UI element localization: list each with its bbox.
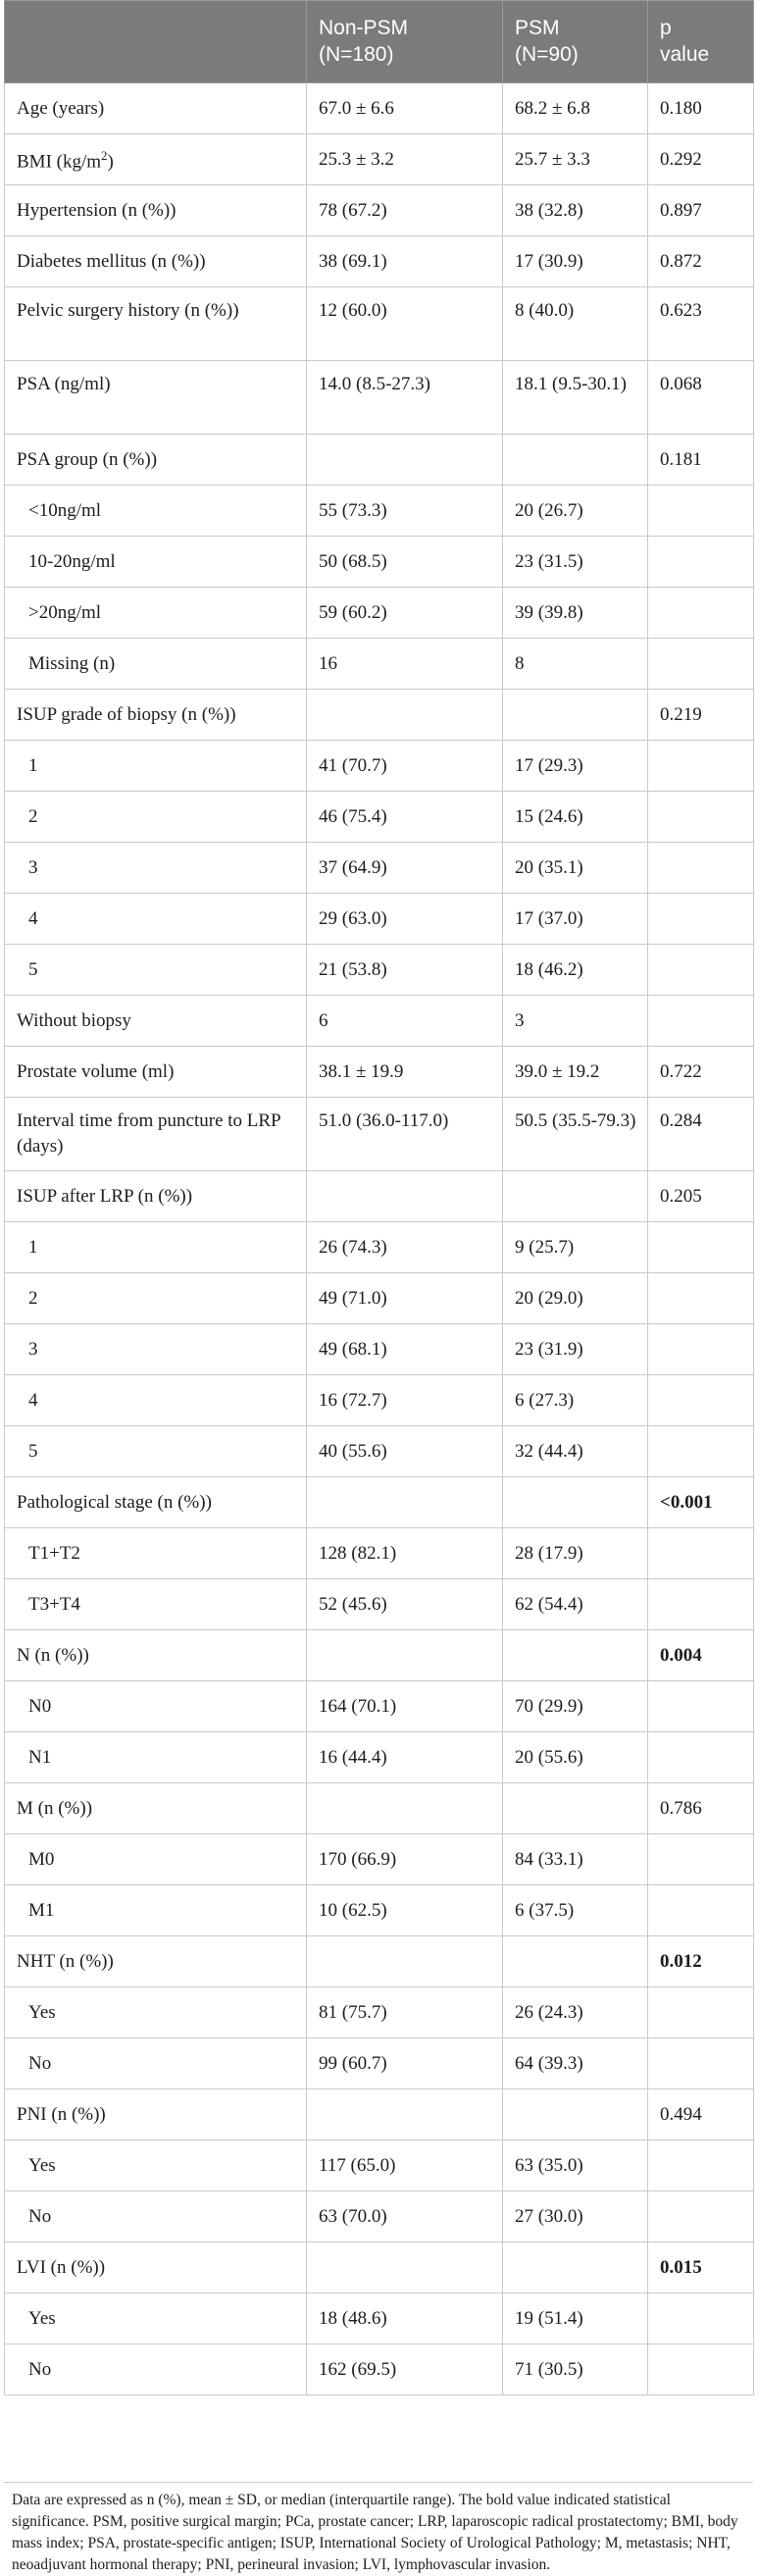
- row-label: [5, 1324, 307, 1375]
- row-label-text: Interval time from puncture to LRP (days): [17, 1110, 280, 1157]
- row-label: [5, 1834, 307, 1885]
- cell-non-psm: 21 (53.8): [307, 945, 503, 996]
- cell-p-value: 0.722: [648, 1047, 754, 1098]
- cell-non-psm: 63 (70.0): [307, 2191, 503, 2242]
- table-row: [5, 2089, 754, 2140]
- table-row: [5, 1579, 754, 1630]
- cell-psm: [503, 1630, 648, 1681]
- table-row: [5, 894, 754, 945]
- cell-psm: 70 (29.9): [503, 1681, 648, 1732]
- cell-psm: 63 (35.0): [503, 2140, 648, 2191]
- cell-non-psm: 12 (60.0): [307, 287, 503, 361]
- cell-non-psm: 25.3 ± 3.2: [307, 134, 503, 185]
- cell-psm: 20 (35.1): [503, 843, 648, 894]
- cell-non-psm: 170 (66.9): [307, 1834, 503, 1885]
- cell-psm: 17 (29.3): [503, 741, 648, 792]
- cell-non-psm: 29 (63.0): [307, 894, 503, 945]
- table-row: [5, 83, 754, 134]
- cell-psm: [503, 1783, 648, 1834]
- header-p-sub: value: [660, 43, 710, 66]
- cell-non-psm: 51.0 (36.0-117.0): [307, 1098, 503, 1171]
- table-row: [5, 690, 754, 741]
- row-label: [5, 537, 307, 588]
- row-label: [5, 1936, 307, 1987]
- cell-psm: 6 (27.3): [503, 1375, 648, 1426]
- cell-non-psm: [307, 2242, 503, 2293]
- row-label: [5, 1732, 307, 1783]
- row-label-text: No: [28, 2205, 52, 2227]
- row-label-text: Pelvic surgery history (n (%)): [17, 300, 239, 321]
- cell-p-value: [648, 486, 754, 537]
- row-label-text: No: [28, 2052, 52, 2074]
- row-label-text: 3: [28, 1338, 38, 1360]
- row-label: [5, 792, 307, 843]
- cell-psm: 23 (31.5): [503, 537, 648, 588]
- cell-p-value: [648, 843, 754, 894]
- table-row: [5, 1834, 754, 1885]
- cell-psm: 20 (55.6): [503, 1732, 648, 1783]
- row-label: [5, 690, 307, 741]
- table-row: [5, 741, 754, 792]
- header-p-value: [648, 1, 754, 83]
- cell-psm: 9 (25.7): [503, 1222, 648, 1273]
- table-row: [5, 1477, 754, 1528]
- row-label-text: N1: [28, 1746, 52, 1768]
- table-footnote: Data are expressed as n (%), mean ± SD, or median (interquartile range). The bold value indicated statistical significance. PSM, positive surgical margin; PCa, prostate cancer; LRP, laparoscopic radical prostatectomy; BMI, body mass index; PSA, prostate-specific antigen; ISUP, International Society of Urological Pathology; M, metastasis; NHT, neoadjuvant hormonal therapy; PNI, perineural invasion; LVI, lymphovascular invasion.: [12, 2492, 738, 2573]
- cell-psm: 18.1 (9.5-30.1): [503, 361, 648, 435]
- table-row: [5, 1375, 754, 1426]
- row-label-suffix: ): [107, 151, 114, 173]
- cell-psm: 84 (33.1): [503, 1834, 648, 1885]
- cell-p-value: [648, 1834, 754, 1885]
- cell-p-value: [648, 741, 754, 792]
- cell-p-value: 0.219: [648, 690, 754, 741]
- cell-non-psm: [307, 2089, 503, 2140]
- cell-non-psm: 41 (70.7): [307, 741, 503, 792]
- row-label: [5, 639, 307, 690]
- row-label-text: M0: [28, 1848, 55, 1870]
- table-row: [5, 486, 754, 537]
- cell-p-value: 0.012: [648, 1936, 754, 1987]
- cell-psm: [503, 2242, 648, 2293]
- cell-p-value: [648, 2140, 754, 2191]
- row-label-text: PSA (ng/ml): [17, 374, 111, 394]
- table-row: [5, 361, 754, 435]
- row-label: [5, 996, 307, 1047]
- row-label: [5, 2140, 307, 2191]
- row-label-text: Yes: [28, 2154, 56, 2176]
- cell-non-psm: [307, 1171, 503, 1222]
- cell-p-value: [648, 1222, 754, 1273]
- cell-non-psm: 18 (48.6): [307, 2293, 503, 2344]
- row-label-text: T1+T2: [28, 1542, 80, 1564]
- row-label: [5, 1222, 307, 1273]
- cell-p-value: [648, 639, 754, 690]
- row-label-text: T3+T4: [28, 1593, 80, 1615]
- cell-non-psm: 6: [307, 996, 503, 1047]
- cell-psm: 32 (44.4): [503, 1426, 648, 1477]
- row-label-text: N0: [28, 1695, 52, 1717]
- row-label: [5, 1171, 307, 1222]
- table-row: [5, 236, 754, 287]
- table-row: [5, 1885, 754, 1936]
- table-row: [5, 639, 754, 690]
- header-psm: [503, 1, 648, 83]
- row-label: [5, 1630, 307, 1681]
- row-label: [5, 185, 307, 236]
- row-label: [5, 1783, 307, 1834]
- cell-psm: 8: [503, 639, 648, 690]
- table-row: [5, 996, 754, 1047]
- row-label: [5, 134, 307, 185]
- cell-p-value: [648, 1273, 754, 1324]
- cell-non-psm: 46 (75.4): [307, 792, 503, 843]
- cell-p-value: 0.284: [648, 1098, 754, 1171]
- row-label-text: NHT (n (%)): [17, 1950, 114, 1972]
- row-label-text: ISUP after LRP (n (%)): [17, 1185, 193, 1207]
- cell-p-value: [648, 1885, 754, 1936]
- cell-psm: 17 (37.0): [503, 894, 648, 945]
- row-label-text: Yes: [28, 2001, 56, 2023]
- cell-non-psm: [307, 1630, 503, 1681]
- cell-non-psm: 16 (72.7): [307, 1375, 503, 1426]
- cell-psm: 8 (40.0): [503, 287, 648, 361]
- row-label-text: Yes: [28, 2307, 56, 2329]
- cell-non-psm: 14.0 (8.5-27.3): [307, 361, 503, 435]
- cell-psm: 38 (32.8): [503, 185, 648, 236]
- table-row: [5, 945, 754, 996]
- row-label-text: >20ng/ml: [28, 601, 102, 623]
- cell-p-value: [648, 996, 754, 1047]
- cell-p-value: [648, 1987, 754, 2038]
- table-row: [5, 843, 754, 894]
- cell-p-value: 0.205: [648, 1171, 754, 1222]
- cell-p-value: [648, 945, 754, 996]
- cell-non-psm: 16 (44.4): [307, 1732, 503, 1783]
- row-label: [5, 1885, 307, 1936]
- table-row: [5, 792, 754, 843]
- row-label: [5, 1477, 307, 1528]
- table-row: [5, 1324, 754, 1375]
- row-label-text: Hypertension (n (%)): [17, 199, 177, 221]
- cell-psm: 27 (30.0): [503, 2191, 648, 2242]
- table-row: [5, 1783, 754, 1834]
- cell-p-value: 0.786: [648, 1783, 754, 1834]
- cell-psm: 26 (24.3): [503, 1987, 648, 2038]
- row-label: [5, 1528, 307, 1579]
- cell-psm: 68.2 ± 6.8: [503, 83, 648, 134]
- cell-non-psm: 49 (71.0): [307, 1273, 503, 1324]
- table-row: [5, 1732, 754, 1783]
- row-label: [5, 2242, 307, 2293]
- row-label: [5, 1047, 307, 1098]
- table-row: [5, 1047, 754, 1098]
- row-label-text: BMI (kg/m: [17, 151, 102, 173]
- row-label: [5, 843, 307, 894]
- row-label-text: 1: [28, 754, 38, 776]
- table-row: [5, 287, 754, 361]
- table-row: [5, 1171, 754, 1222]
- row-label-text: Prostate volume (ml): [17, 1060, 175, 1082]
- cell-psm: 6 (37.5): [503, 1885, 648, 1936]
- table-header-row: [5, 1, 754, 83]
- cell-non-psm: 26 (74.3): [307, 1222, 503, 1273]
- row-label-text: N (n (%)): [17, 1644, 89, 1666]
- row-label-text: No: [28, 2358, 52, 2380]
- table-row: [5, 1681, 754, 1732]
- cell-psm: [503, 1477, 648, 1528]
- table-row: [5, 1987, 754, 2038]
- row-label-text: Diabetes mellitus (n (%)): [17, 250, 206, 272]
- row-label: [5, 2344, 307, 2396]
- table-body: [5, 83, 754, 2396]
- cell-non-psm: 49 (68.1): [307, 1324, 503, 1375]
- table-row: [5, 2038, 754, 2089]
- row-label: [5, 236, 307, 287]
- cell-p-value: 0.494: [648, 2089, 754, 2140]
- cell-non-psm: 52 (45.6): [307, 1579, 503, 1630]
- row-label-text: Age (years): [17, 97, 105, 119]
- cell-p-value: [648, 1528, 754, 1579]
- cell-p-value: [648, 1324, 754, 1375]
- cell-non-psm: 37 (64.9): [307, 843, 503, 894]
- table-row: [5, 1098, 754, 1171]
- cell-p-value: [648, 588, 754, 639]
- row-label: [5, 287, 307, 361]
- cell-non-psm: 99 (60.7): [307, 2038, 503, 2089]
- cell-psm: [503, 690, 648, 741]
- row-label: [5, 435, 307, 486]
- row-label: [5, 1098, 307, 1171]
- table-row: [5, 1528, 754, 1579]
- cell-psm: [503, 435, 648, 486]
- table-row: [5, 588, 754, 639]
- cell-non-psm: 50 (68.5): [307, 537, 503, 588]
- cell-p-value: 0.872: [648, 236, 754, 287]
- row-label-text: <10ng/ml: [28, 499, 102, 521]
- row-label: [5, 894, 307, 945]
- row-label: [5, 2089, 307, 2140]
- cell-p-value: [648, 2038, 754, 2089]
- cell-non-psm: [307, 690, 503, 741]
- cell-p-value: 0.068: [648, 361, 754, 435]
- cell-p-value: 0.004: [648, 1630, 754, 1681]
- cell-p-value: [648, 1375, 754, 1426]
- cell-psm: 62 (54.4): [503, 1579, 648, 1630]
- row-label-text: ISUP grade of biopsy (n (%)): [17, 703, 236, 725]
- row-label-text: 2: [28, 805, 38, 827]
- cell-non-psm: [307, 1783, 503, 1834]
- cell-p-value: 0.623: [648, 287, 754, 361]
- cell-non-psm: 78 (67.2): [307, 185, 503, 236]
- cell-psm: 23 (31.9): [503, 1324, 648, 1375]
- row-label: [5, 486, 307, 537]
- cell-psm: 71 (30.5): [503, 2344, 648, 2396]
- cell-p-value: 0.181: [648, 435, 754, 486]
- row-label: [5, 83, 307, 134]
- table-row: [5, 1273, 754, 1324]
- cell-p-value: [648, 1732, 754, 1783]
- table-row: [5, 2293, 754, 2344]
- row-label-text: Pathological stage (n (%)): [17, 1491, 212, 1513]
- table-row: [5, 1426, 754, 1477]
- cell-psm: 18 (46.2): [503, 945, 648, 996]
- row-label-text: 5: [28, 1440, 38, 1462]
- cell-psm: 3: [503, 996, 648, 1047]
- row-label: [5, 2191, 307, 2242]
- cell-psm: [503, 2089, 648, 2140]
- cell-non-psm: 10 (62.5): [307, 1885, 503, 1936]
- cell-psm: 39 (39.8): [503, 588, 648, 639]
- cell-non-psm: [307, 1477, 503, 1528]
- cell-psm: [503, 1936, 648, 1987]
- cell-p-value: [648, 894, 754, 945]
- table-row: [5, 537, 754, 588]
- row-label-text: Missing (n): [28, 652, 116, 674]
- row-label: [5, 1579, 307, 1630]
- cell-p-value: [648, 1681, 754, 1732]
- row-label: [5, 1273, 307, 1324]
- cell-non-psm: [307, 1936, 503, 1987]
- row-label-text: Without biopsy: [17, 1009, 131, 1031]
- header-non-psm: [307, 1, 503, 83]
- table-row: [5, 2140, 754, 2191]
- row-label: [5, 1987, 307, 2038]
- cell-psm: 64 (39.3): [503, 2038, 648, 2089]
- row-label: [5, 2038, 307, 2089]
- cell-psm: 19 (51.4): [503, 2293, 648, 2344]
- table-row: [5, 1222, 754, 1273]
- row-label: [5, 2293, 307, 2344]
- row-label-superscript: 2: [101, 148, 108, 164]
- row-label-text: 1: [28, 1236, 38, 1258]
- cell-psm: 17 (30.9): [503, 236, 648, 287]
- table-row: [5, 2191, 754, 2242]
- header-psm-count: (N=90): [515, 43, 579, 66]
- row-label-text: M (n (%)): [17, 1797, 93, 1819]
- table-row: [5, 2242, 754, 2293]
- cell-non-psm: 38 (69.1): [307, 236, 503, 287]
- cell-non-psm: 67.0 ± 6.6: [307, 83, 503, 134]
- row-label-text: 3: [28, 856, 38, 878]
- table-row: [5, 134, 754, 185]
- table-row: [5, 185, 754, 236]
- header-non-psm-count: (N=180): [319, 43, 394, 66]
- row-label: [5, 1681, 307, 1732]
- cell-p-value: 0.180: [648, 83, 754, 134]
- row-label-text: PNI (n (%)): [17, 2103, 106, 2125]
- cell-psm: 39.0 ± 19.2: [503, 1047, 648, 1098]
- table-row: [5, 435, 754, 486]
- row-label-text: 10-20ng/ml: [28, 550, 116, 572]
- row-label-text: 5: [28, 958, 38, 980]
- header-psm-title: PSM: [515, 17, 560, 39]
- cell-p-value: 0.015: [648, 2242, 754, 2293]
- cell-psm: 20 (26.7): [503, 486, 648, 537]
- cell-p-value: [648, 2191, 754, 2242]
- cell-psm: 15 (24.6): [503, 792, 648, 843]
- row-label: [5, 741, 307, 792]
- row-label: [5, 945, 307, 996]
- cell-psm: 50.5 (35.5-79.3): [503, 1098, 648, 1171]
- cell-non-psm: 59 (60.2): [307, 588, 503, 639]
- cell-non-psm: 128 (82.1): [307, 1528, 503, 1579]
- header-non-psm-title: Non-PSM: [319, 17, 409, 39]
- cell-psm: 20 (29.0): [503, 1273, 648, 1324]
- cell-p-value: [648, 792, 754, 843]
- cell-non-psm: 38.1 ± 19.9: [307, 1047, 503, 1098]
- cell-non-psm: 40 (55.6): [307, 1426, 503, 1477]
- header-p-title: p: [660, 17, 672, 39]
- footnote-divider: [4, 2482, 753, 2483]
- row-label: [5, 588, 307, 639]
- row-label-text: 2: [28, 1287, 38, 1309]
- cell-non-psm: 164 (70.1): [307, 1681, 503, 1732]
- row-label: [5, 361, 307, 435]
- cell-p-value: [648, 537, 754, 588]
- row-label: [5, 1426, 307, 1477]
- cell-p-value: [648, 1579, 754, 1630]
- table-container: [4, 0, 753, 2396]
- cell-p-value: [648, 2344, 754, 2396]
- cell-non-psm: 81 (75.7): [307, 1987, 503, 2038]
- cell-non-psm: 117 (65.0): [307, 2140, 503, 2191]
- cell-p-value: 0.292: [648, 134, 754, 185]
- table-row: [5, 2344, 754, 2396]
- cell-psm: 25.7 ± 3.3: [503, 134, 648, 185]
- cell-psm: [503, 1171, 648, 1222]
- table-row: [5, 1630, 754, 1681]
- row-label-text: 4: [28, 907, 38, 929]
- cell-non-psm: 162 (69.5): [307, 2344, 503, 2396]
- cell-p-value: [648, 1426, 754, 1477]
- row-label-text: M1: [28, 1899, 55, 1921]
- cell-p-value: [648, 2293, 754, 2344]
- cell-p-value: <0.001: [648, 1477, 754, 1528]
- row-label-text: PSA group (n (%)): [17, 448, 158, 470]
- characteristics-table: [4, 0, 754, 2396]
- row-label-text: LVI (n (%)): [17, 2256, 106, 2278]
- table-row: [5, 1936, 754, 1987]
- cell-non-psm: 16: [307, 639, 503, 690]
- cell-p-value: 0.897: [648, 185, 754, 236]
- cell-non-psm: [307, 435, 503, 486]
- header-variable: [5, 1, 307, 83]
- row-label: [5, 1375, 307, 1426]
- cell-psm: 28 (17.9): [503, 1528, 648, 1579]
- row-label-text: 4: [28, 1389, 38, 1411]
- cell-non-psm: 55 (73.3): [307, 486, 503, 537]
